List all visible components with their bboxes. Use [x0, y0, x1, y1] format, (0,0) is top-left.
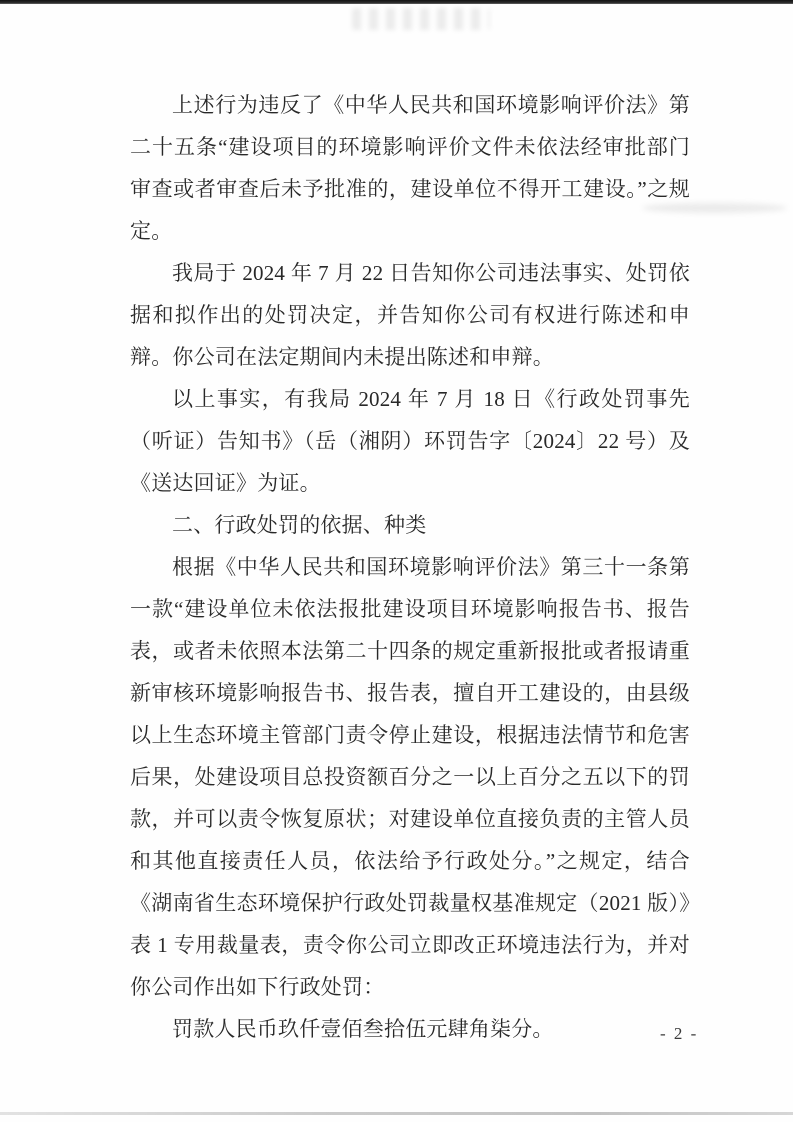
scan-edge-bottom: [0, 1112, 793, 1115]
page-number: - 2 -: [660, 1024, 699, 1043]
paragraph-evidence: 以上事实，有我局 2024 年 7 月 18 日《行政处罚事先（听证）告知书》（岳（湘阴）环罚告字〔2024〕22 号）及《送达回证》为证。: [130, 387, 690, 495]
paragraph-violation-regulation: 上述行为违反了《中华人民共和国环境影响评价法》第二十五条“建设项目的环境影响评价文件未依法经审批部门审查或者审查后未予批准的，建设单位不得开工建设。”之规定。: [130, 93, 690, 243]
scan-artifact-bleedthrough: [352, 8, 490, 30]
paragraph-fine-amount: 罚款人民币玖仟壹佰叁拾伍元肆角柒分。: [172, 1017, 554, 1041]
paragraph-penalty-legal-basis: 根据《中华人民共和国环境影响评价法》第三十一条第一款“建设单位未依法报批建设项目环境影响报告书、报告表，或者未依照本法第二十四条的规定重新报批或者报请重新审核环境影响报告书、报告表，擅自开工建设的，由县级以上生态环境主管部门责令停止建设，根据违法情节和危害后果，处建设项目总投资额百分之一以上百分之五以下的罚款，并可以责令恢复原状；对建设单位直接负责的主管人员和其他直接责任人员，依法给予行政处分。”之规定，结合《湖南省生态环境保护行政处罚裁量权基准规定（2021 版）》表 1 专用裁量表，责令你公司立即改正环境违法行为，并对你公司作出如下行政处罚：: [130, 555, 690, 999]
scan-edge-top: [0, 0, 793, 4]
document-body: [130, 84, 690, 1050]
section-heading-penalty-basis-type: 二、行政处罚的依据、种类: [172, 513, 427, 537]
paragraph-notice-of-rights: 我局于 2024 年 7 月 22 日告知你公司违法事实、处罚依据和拟作出的处罚决定，并告知你公司有权进行陈述和申辩。你公司在法定期间内未提出陈述和申辩。: [130, 261, 690, 369]
